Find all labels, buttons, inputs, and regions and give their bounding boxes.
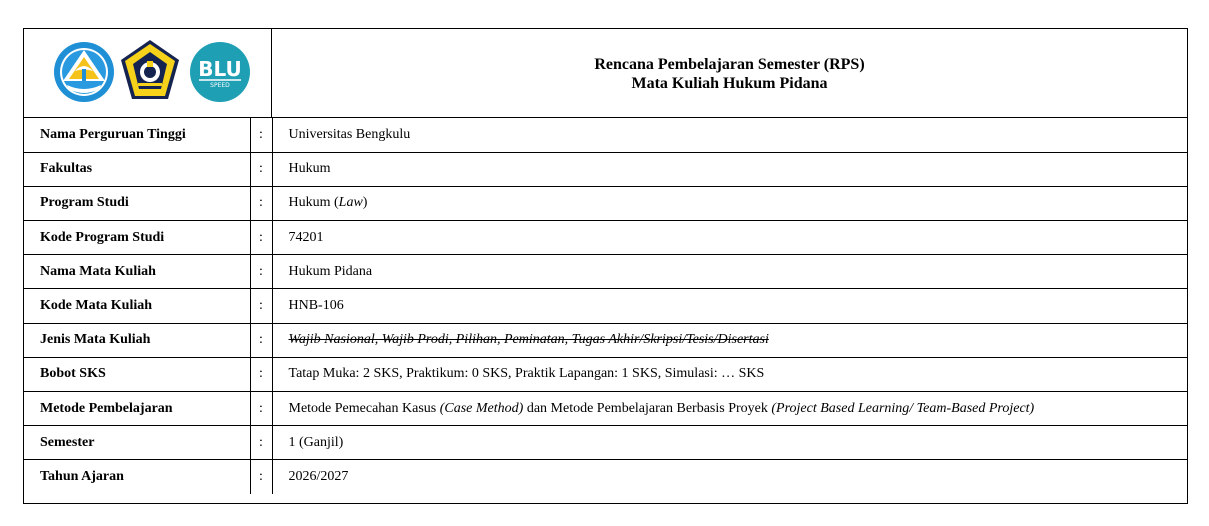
universitas-bengkulu-logo — [120, 39, 180, 101]
value-suffix: ) — [362, 195, 368, 211]
colon: : — [250, 255, 272, 289]
value-part-italic: (Project Based Learning/ Team-Based Project) — [771, 400, 1035, 416]
colon: : — [250, 186, 272, 220]
colon: : — [250, 460, 272, 494]
row-label: Nama Perguruan Tinggi — [24, 118, 250, 152]
course-info-table — [24, 118, 1187, 494]
row-value: 1 (Ganjil) — [272, 426, 1187, 460]
row-value — [272, 323, 1187, 357]
colon: : — [250, 221, 272, 255]
row-value: Tatap Muka: 2 SKS, Praktikum: 0 SKS, Praktik Lapangan: 1 SKS, Simulasi: … SKS — [272, 357, 1187, 391]
table-row — [24, 289, 1187, 323]
row-label: Program Studi — [24, 186, 250, 220]
row-label: Kode Program Studi — [24, 221, 250, 255]
row-label: Tahun Ajaran — [24, 460, 250, 494]
colon: : — [250, 357, 272, 391]
table-row — [24, 221, 1187, 255]
value-prefix: Hukum ( — [288, 195, 339, 211]
title-line-1: Rencana Pembelajaran Semester (RPS) — [594, 55, 865, 73]
row-value: 2026/2027 — [272, 460, 1187, 494]
row-label: Jenis Mata Kuliah — [24, 323, 250, 357]
svg-text:BLU: BLU — [198, 57, 242, 81]
row-value: Hukum — [272, 152, 1187, 186]
table-row — [24, 118, 1187, 152]
row-label: Nama Mata Kuliah — [24, 255, 250, 289]
colon: : — [250, 426, 272, 460]
colon: : — [250, 118, 272, 152]
row-value — [272, 392, 1187, 426]
table-row — [24, 186, 1187, 220]
document-header — [24, 29, 1187, 118]
value-italic: Law — [338, 195, 363, 211]
row-value: Universitas Bengkulu — [288, 126, 411, 142]
row-label: Metode Pembelajaran — [24, 392, 250, 426]
colon: : — [250, 392, 272, 426]
row-label: Semester — [24, 426, 250, 460]
row-label: Kode Mata Kuliah — [24, 289, 250, 323]
document-title — [272, 29, 1187, 118]
blu-logo — [189, 41, 251, 103]
row-value: 74201 — [272, 221, 1187, 255]
table-row — [24, 152, 1187, 186]
tut-wuri-handayani-logo — [53, 41, 115, 103]
rps-document — [23, 28, 1188, 504]
table-row — [24, 460, 1187, 494]
title-line-2: Mata Kuliah Hukum Pidana — [631, 74, 828, 92]
colon: : — [250, 289, 272, 323]
table-row — [24, 392, 1187, 426]
value-part: Metode Pemecahan Kasus — [288, 400, 440, 416]
row-label: Bobot SKS — [24, 357, 250, 391]
struck-course-types: Wajib Nasional, Wajib Prodi, Pilihan, Peminatan, Tugas Akhir/Skripsi/Tesis/Disertasi — [288, 332, 769, 348]
row-value — [272, 186, 1187, 220]
colon: : — [250, 323, 272, 357]
row-label: Fakultas — [24, 152, 250, 186]
value-part-italic: (Case Method) — [439, 400, 524, 416]
svg-text:SPEED: SPEED — [210, 82, 230, 89]
row-value: HNB-106 — [272, 289, 1187, 323]
value-part: dan Metode Pembelajaran Berbasis Proyek — [523, 400, 772, 416]
colon: : — [250, 152, 272, 186]
table-row — [24, 426, 1187, 460]
table-row — [24, 323, 1187, 357]
row-value: Hukum Pidana — [272, 255, 1187, 289]
logo-cell — [24, 29, 272, 118]
table-row — [24, 255, 1187, 289]
table-row — [24, 357, 1187, 391]
